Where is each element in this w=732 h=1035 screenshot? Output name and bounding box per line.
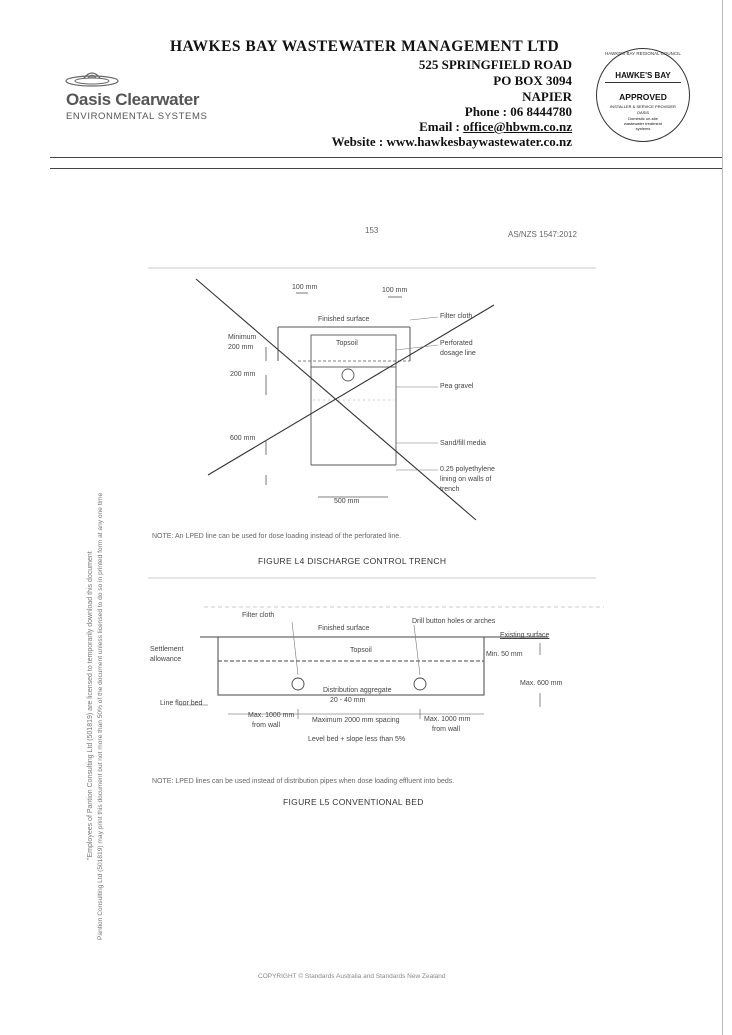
header-rule-1: [50, 157, 722, 158]
l5-max-1000-right: Max. 1000 mm: [424, 716, 471, 723]
seal-status: APPROVED: [619, 92, 667, 102]
l5-drill-holes: Drill button holes or arches: [412, 618, 496, 625]
seal-ring-text: HAWKE'S BAY REGIONAL COUNCIL: [605, 51, 681, 56]
l5-settlement-2: allowance: [150, 656, 182, 663]
l4-dim-100-right: 100 mm: [382, 287, 408, 294]
company-name: HAWKES BAY WASTEWATER MANAGEMENT LTD: [170, 38, 560, 55]
l5-distribution-1: Distribution aggregate: [323, 687, 392, 694]
l4-poly-1: 0.25 polyethylene: [440, 466, 495, 473]
figure-l4-title: FIGURE L4 DISCHARGE CONTROL TRENCH: [258, 556, 447, 566]
approval-seal: [596, 48, 690, 142]
address-line-street: 525 SPRINGFIELD ROAD: [418, 57, 572, 72]
l4-sand-media: Sand/fill media: [440, 440, 486, 447]
address-line-city: NAPIER: [522, 89, 572, 104]
logo-subtitle: ENVIRONMENTAL SYSTEMS: [66, 111, 208, 122]
l5-filter-cloth: Filter cloth: [242, 612, 275, 619]
seal-line-4: wastewater treatment: [623, 121, 663, 126]
l4-poly-2: lining on walls of: [440, 476, 492, 483]
l5-distribution-2: 20 - 40 mm: [330, 697, 366, 704]
l5-level-bed: Level bed + slope less than 5%: [308, 736, 406, 743]
l5-finished-surface: Finished surface: [318, 625, 370, 632]
scan-edge: [722, 0, 723, 1035]
copyright-footer: COPYRIGHT © Standards Australia and Standards New Zealand: [258, 973, 446, 980]
l4-finished-surface: Finished surface: [318, 316, 370, 323]
l4-dosage-line: dosage line: [440, 350, 476, 357]
l5-line-floor: Line floor bed: [160, 700, 203, 707]
l4-perforated: Perforated: [440, 340, 473, 347]
l4-dim-200: 200 mm: [230, 371, 256, 378]
l5-from-wall-right: from wall: [432, 726, 461, 733]
l4-topsoil: Topsoil: [336, 340, 358, 347]
license-text-1: "Employees of Pantion Consulting Ltd (501819) are licensed to temporarily download this document: [87, 551, 94, 860]
license-text-2: Pantion Consulting Ltd (501819) may print this document but not more than 50% of the document unless licensed to do so in printed form at any one time: [97, 492, 104, 940]
figure-l4-diagram: [148, 265, 608, 525]
seal-line-3: Domestic on-site: [628, 116, 658, 121]
l5-note: NOTE: LPED lines can be used instead of distribution pipes when dose loading effluent into beds.: [152, 778, 455, 785]
seal-title: HAWKE'S BAY: [615, 71, 671, 80]
l5-max-600: Max. 600 mm: [520, 680, 563, 687]
email-link[interactable]: office@hbwm.co.nz: [463, 119, 572, 134]
logo-name: Oasis Clearwater: [66, 90, 200, 109]
oasis-logo-mark: [62, 66, 122, 88]
address-line-pobox: PO BOX 3094: [493, 73, 572, 88]
email-line: [419, 119, 572, 135]
l5-settlement-1: Settlement: [150, 646, 184, 653]
l5-max-1000-left: Max. 1000 mm: [248, 712, 295, 719]
l5-from-wall-left: from wall: [252, 722, 281, 729]
seal-line-2: OASIS: [636, 110, 650, 115]
l4-dim-600: 600 mm: [230, 435, 256, 442]
email-label: Email :: [419, 119, 464, 134]
l5-min-50: Min. 50 mm: [486, 651, 523, 658]
figure-l5-title: FIGURE L5 CONVENTIONAL BED: [283, 797, 424, 807]
seal-line-1: INSTALLER & SERVICE PROVIDER: [610, 104, 676, 109]
l5-existing-surface: Existing surface: [500, 632, 550, 639]
l5-topsoil: Topsoil: [350, 647, 372, 654]
l4-dim-500: 500 mm: [334, 498, 360, 505]
l4-dim-100-left: 100 mm: [292, 284, 318, 291]
page-number: 153: [365, 226, 379, 235]
l4-filter-cloth: Filter cloth: [440, 313, 473, 320]
l4-poly-3: trench: [440, 486, 460, 493]
l4-pea-gravel: Pea gravel: [440, 383, 474, 390]
l5-max-spacing: Maximum 2000 mm spacing: [312, 717, 400, 724]
phone-line: Phone : 06 8444780: [464, 104, 572, 119]
standard-ref: AS/NZS 1547:2012: [508, 230, 577, 239]
seal-line-5: systems: [635, 126, 651, 131]
l4-min-depth: 200 mm: [228, 344, 254, 351]
website-line: Website : www.hawkesbaywastewater.co.nz: [331, 134, 572, 149]
header-rule-2: [50, 168, 722, 169]
figure-l5-diagram: [148, 575, 608, 755]
l4-minimum: Minimum: [228, 334, 257, 341]
l4-note: NOTE: An LPED line can be used for dose loading instead of the perforated line.: [152, 533, 402, 540]
